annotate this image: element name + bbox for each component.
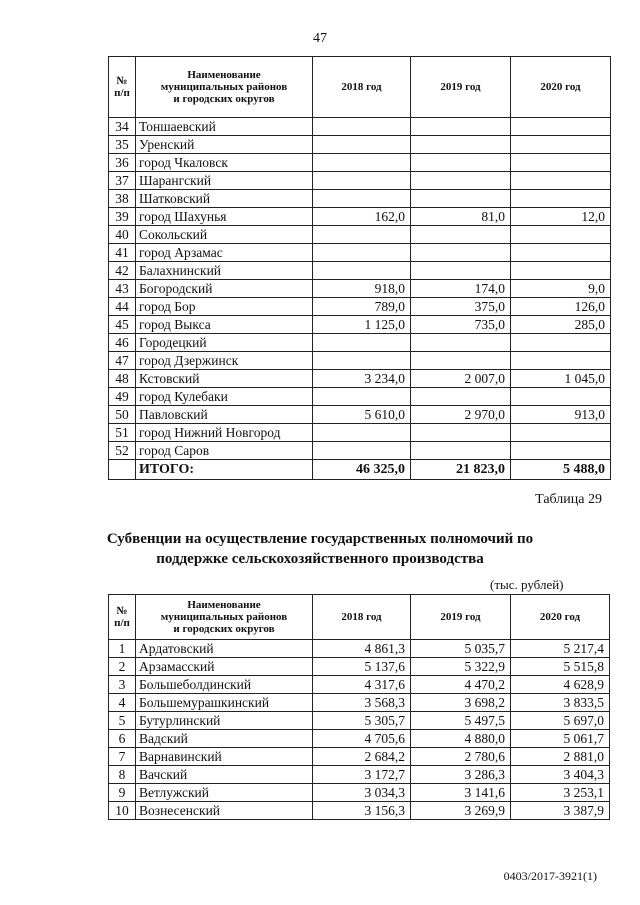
- table-header-row: [109, 57, 611, 118]
- row-value-2018: 5 305,7: [313, 712, 411, 730]
- row-number: 49: [109, 388, 136, 406]
- row-value-2019: 375,0: [411, 298, 511, 316]
- row-value-2019: [411, 226, 511, 244]
- row-value-2018: [313, 442, 411, 460]
- row-name: Бутурлинский: [136, 712, 313, 730]
- total-number-cell: [109, 460, 136, 480]
- row-value-2019: [411, 190, 511, 208]
- row-number: 35: [109, 136, 136, 154]
- col-header-name: Наименование муниципальных районов и городских округов: [136, 57, 313, 118]
- table-row: [109, 748, 610, 766]
- row-value-2020: [511, 136, 611, 154]
- row-value-2018: 3 234,0: [313, 370, 411, 388]
- row-number: 48: [109, 370, 136, 388]
- row-value-2020: 5 697,0: [511, 712, 610, 730]
- row-value-2020: 3 404,3: [511, 766, 610, 784]
- table-row: [109, 766, 610, 784]
- row-value-2020: [511, 154, 611, 172]
- row-value-2020: [511, 442, 611, 460]
- row-name: Павловский: [136, 406, 313, 424]
- row-value-2018: [313, 172, 411, 190]
- row-value-2020: [511, 388, 611, 406]
- col-header-2018: 2018 год: [313, 595, 411, 640]
- row-number: 44: [109, 298, 136, 316]
- row-value-2020: 126,0: [511, 298, 611, 316]
- row-number: 10: [109, 802, 136, 820]
- row-value-2019: [411, 136, 511, 154]
- row-name: Кстовский: [136, 370, 313, 388]
- col-header-number: № п/п: [109, 57, 136, 118]
- units-note: (тыс. рублей): [490, 577, 564, 592]
- table-header-row: [109, 595, 610, 640]
- table-row: [109, 334, 611, 352]
- table-row: [109, 784, 610, 802]
- row-value-2018: 3 172,7: [313, 766, 411, 784]
- row-value-2020: [511, 244, 611, 262]
- row-value-2018: [313, 244, 411, 262]
- total-2020: 5 488,0: [511, 460, 611, 480]
- row-value-2020: 5 061,7: [511, 730, 610, 748]
- row-value-2020: 3 387,9: [511, 802, 610, 820]
- row-name: Вачский: [136, 766, 313, 784]
- table-agriculture-subventions: [108, 594, 610, 820]
- row-number: 40: [109, 226, 136, 244]
- row-number: 2: [109, 658, 136, 676]
- row-name: Ветлужский: [136, 784, 313, 802]
- row-number: 37: [109, 172, 136, 190]
- row-value-2020: 5 217,4: [511, 640, 610, 658]
- table-row: [109, 694, 610, 712]
- row-name: Уренский: [136, 136, 313, 154]
- row-number: 5: [109, 712, 136, 730]
- row-value-2020: 4 628,9: [511, 676, 610, 694]
- row-value-2019: 174,0: [411, 280, 511, 298]
- row-value-2020: 9,0: [511, 280, 611, 298]
- table-row: [109, 298, 611, 316]
- col-header-2020: 2020 год: [511, 595, 610, 640]
- row-value-2019: [411, 262, 511, 280]
- row-name: Сокольский: [136, 226, 313, 244]
- row-number: 42: [109, 262, 136, 280]
- row-number: 51: [109, 424, 136, 442]
- row-value-2018: 3 568,3: [313, 694, 411, 712]
- row-number: 45: [109, 316, 136, 334]
- row-value-2020: [511, 118, 611, 136]
- row-value-2019: 2 780,6: [411, 748, 511, 766]
- table-row: [109, 406, 611, 424]
- row-value-2018: [313, 118, 411, 136]
- row-value-2019: 3 698,2: [411, 694, 511, 712]
- col-header-2019: 2019 год: [411, 595, 511, 640]
- row-value-2018: [313, 334, 411, 352]
- total-2018: 46 325,0: [313, 460, 411, 480]
- row-number: 9: [109, 784, 136, 802]
- row-name: город Саров: [136, 442, 313, 460]
- row-value-2019: [411, 424, 511, 442]
- row-name: Богородский: [136, 280, 313, 298]
- row-number: 38: [109, 190, 136, 208]
- table-label: Таблица 29: [535, 492, 602, 507]
- row-value-2020: [511, 172, 611, 190]
- row-number: 41: [109, 244, 136, 262]
- table-row: [109, 388, 611, 406]
- row-value-2019: 4 470,2: [411, 676, 511, 694]
- row-number: 47: [109, 352, 136, 370]
- table-row: [109, 316, 611, 334]
- row-value-2018: [313, 226, 411, 244]
- row-value-2018: 162,0: [313, 208, 411, 226]
- table-row: [109, 442, 611, 460]
- row-value-2018: [313, 262, 411, 280]
- row-value-2020: [511, 334, 611, 352]
- row-name: Шатковский: [136, 190, 313, 208]
- row-value-2019: 5 035,7: [411, 640, 511, 658]
- row-value-2019: 735,0: [411, 316, 511, 334]
- row-value-2018: 5 137,6: [313, 658, 411, 676]
- row-name: Большеболдинский: [136, 676, 313, 694]
- row-name: Ардатовский: [136, 640, 313, 658]
- table-district-amounts: [108, 56, 611, 480]
- row-name: город Бор: [136, 298, 313, 316]
- row-value-2020: 1 045,0: [511, 370, 611, 388]
- col-header-2019: 2019 год: [411, 57, 511, 118]
- total-label: ИТОГО:: [136, 460, 313, 480]
- row-number: 34: [109, 118, 136, 136]
- row-value-2020: 285,0: [511, 316, 611, 334]
- col-header-2018: 2018 год: [313, 57, 411, 118]
- table-row: [109, 730, 610, 748]
- row-value-2020: [511, 262, 611, 280]
- row-value-2018: 4 317,6: [313, 676, 411, 694]
- row-name: Большемурашкинский: [136, 694, 313, 712]
- row-value-2018: 918,0: [313, 280, 411, 298]
- row-number: 46: [109, 334, 136, 352]
- row-number: 50: [109, 406, 136, 424]
- row-value-2019: 4 880,0: [411, 730, 511, 748]
- table-row: [109, 352, 611, 370]
- row-value-2019: 5 497,5: [411, 712, 511, 730]
- col-header-number: № п/п: [109, 595, 136, 640]
- row-number: 6: [109, 730, 136, 748]
- row-value-2020: 3 833,5: [511, 694, 610, 712]
- row-value-2020: 913,0: [511, 406, 611, 424]
- col-header-2020: 2020 год: [511, 57, 611, 118]
- row-name: Шарангский: [136, 172, 313, 190]
- row-value-2019: 5 322,9: [411, 658, 511, 676]
- row-name: Варнавинский: [136, 748, 313, 766]
- row-value-2019: [411, 118, 511, 136]
- table-row: [109, 136, 611, 154]
- table-row: [109, 208, 611, 226]
- row-value-2020: 12,0: [511, 208, 611, 226]
- row-number: 52: [109, 442, 136, 460]
- row-value-2020: 3 253,1: [511, 784, 610, 802]
- row-value-2019: 3 286,3: [411, 766, 511, 784]
- row-number: 7: [109, 748, 136, 766]
- page-number: 47: [313, 31, 327, 46]
- table-row: [109, 640, 610, 658]
- row-name: Балахнинский: [136, 262, 313, 280]
- row-value-2018: 4 861,3: [313, 640, 411, 658]
- total-row: [109, 460, 611, 480]
- table-row: [109, 190, 611, 208]
- row-value-2019: 3 141,6: [411, 784, 511, 802]
- table-row: [109, 676, 610, 694]
- table-row: [109, 154, 611, 172]
- row-name: город Кулебаки: [136, 388, 313, 406]
- row-value-2020: 2 881,0: [511, 748, 610, 766]
- row-name: город Шахунья: [136, 208, 313, 226]
- row-value-2018: 2 684,2: [313, 748, 411, 766]
- table-row: [109, 370, 611, 388]
- table-row: [109, 262, 611, 280]
- row-number: 39: [109, 208, 136, 226]
- row-number: 3: [109, 676, 136, 694]
- row-number: 1: [109, 640, 136, 658]
- row-value-2020: [511, 352, 611, 370]
- row-number: 4: [109, 694, 136, 712]
- row-name: город Чкаловск: [136, 154, 313, 172]
- table-row: [109, 244, 611, 262]
- row-value-2019: [411, 442, 511, 460]
- row-name: город Дзержинск: [136, 352, 313, 370]
- row-name: Вадский: [136, 730, 313, 748]
- row-name: Тоншаевский: [136, 118, 313, 136]
- row-value-2018: [313, 424, 411, 442]
- table-row: [109, 802, 610, 820]
- row-value-2018: 789,0: [313, 298, 411, 316]
- row-number: 36: [109, 154, 136, 172]
- row-value-2018: [313, 352, 411, 370]
- row-value-2018: 5 610,0: [313, 406, 411, 424]
- row-value-2018: 3 034,3: [313, 784, 411, 802]
- row-value-2019: [411, 352, 511, 370]
- row-value-2019: 2 007,0: [411, 370, 511, 388]
- row-value-2020: 5 515,8: [511, 658, 610, 676]
- row-number: 8: [109, 766, 136, 784]
- row-value-2019: 81,0: [411, 208, 511, 226]
- document-code: 0403/2017-3921(1): [503, 869, 597, 883]
- row-value-2019: 3 269,9: [411, 802, 511, 820]
- row-value-2019: [411, 244, 511, 262]
- table-row: [109, 226, 611, 244]
- table-row: [109, 658, 610, 676]
- row-value-2018: [313, 190, 411, 208]
- row-value-2018: 1 125,0: [313, 316, 411, 334]
- row-name: город Арзамас: [136, 244, 313, 262]
- row-name: Городецкий: [136, 334, 313, 352]
- table-row: [109, 172, 611, 190]
- row-value-2019: [411, 172, 511, 190]
- table-row: [109, 280, 611, 298]
- row-name: Арзамасский: [136, 658, 313, 676]
- row-value-2020: [511, 226, 611, 244]
- section-title: Субвенции на осуществление государственных полномочий по поддержке сельскохозяйственного производства: [106, 531, 534, 567]
- row-value-2020: [511, 424, 611, 442]
- row-number: 43: [109, 280, 136, 298]
- row-name: Вознесенский: [136, 802, 313, 820]
- row-value-2018: [313, 154, 411, 172]
- row-value-2018: 4 705,6: [313, 730, 411, 748]
- row-value-2019: [411, 388, 511, 406]
- row-value-2019: [411, 154, 511, 172]
- col-header-name: Наименование муниципальных районов и городских округов: [136, 595, 313, 640]
- table-row: [109, 712, 610, 730]
- row-value-2018: [313, 136, 411, 154]
- table-row: [109, 118, 611, 136]
- row-value-2019: [411, 334, 511, 352]
- row-name: город Нижний Новгород: [136, 424, 313, 442]
- row-value-2018: [313, 388, 411, 406]
- row-value-2019: 2 970,0: [411, 406, 511, 424]
- total-2019: 21 823,0: [411, 460, 511, 480]
- row-value-2018: 3 156,3: [313, 802, 411, 820]
- row-value-2020: [511, 190, 611, 208]
- table-row: [109, 424, 611, 442]
- row-name: город Выкса: [136, 316, 313, 334]
